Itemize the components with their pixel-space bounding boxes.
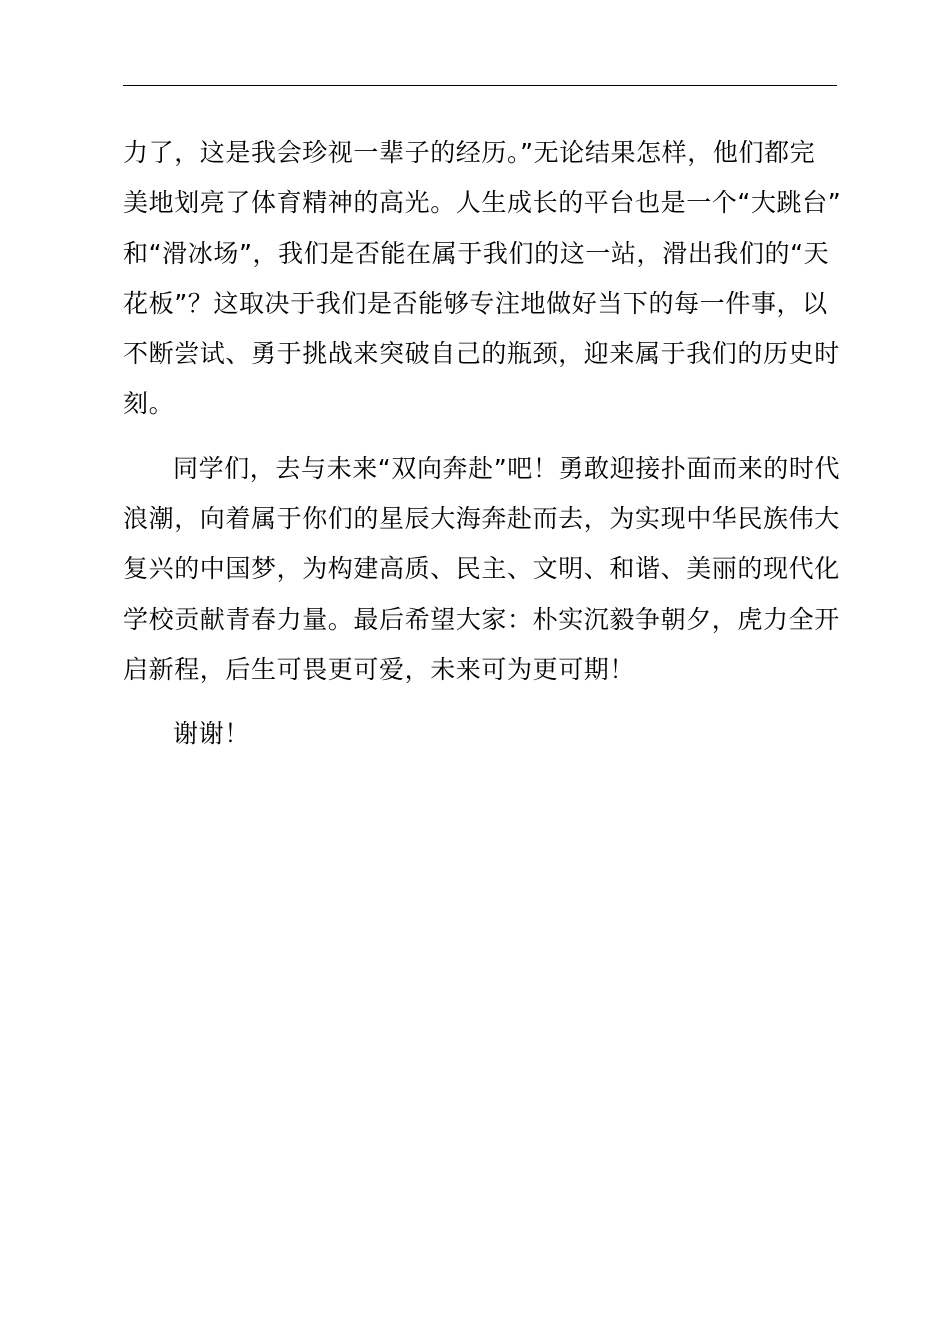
text-line: 复兴的中国梦，为构建高质、民主、文明、和谐、美丽的现代化 (123, 554, 840, 584)
text-line: 花板”？这取决于我们是否能够专注地做好当下的每一件事，以 (123, 288, 828, 318)
paragraph-spacer (123, 430, 839, 444)
text-line: 美地划亮了体育精神的高光。人生成长的平台也是一个“大跳台” (123, 188, 842, 218)
paragraph-2 (123, 444, 839, 695)
text-line: 谢谢！ (173, 719, 250, 749)
text-line: 不断尝试、勇于挑战来突破自己的瓶颈，迎来属于我们的历史时 (123, 339, 840, 369)
paragraph-1 (123, 128, 842, 430)
text-line: 刻。 (123, 389, 175, 419)
text-line: 力了，这是我会珍视一辈子的经历。”无论结果怎样，他们都完 (123, 138, 816, 167)
text-line: 启新程，后生可畏更可爱，未来可为更可期！ (123, 654, 636, 684)
text-line: 和“滑冰场”，我们是否能在属于我们的这一站，滑出我们的“天 (123, 238, 830, 268)
text-line: 浪潮，向着属于你们的星辰大海奔赴而去，为实现中华民族伟大 (123, 504, 840, 534)
text-line: 同学们，去与未来“双向奔赴”吧！勇敢迎接扑面而来的时代 (173, 453, 841, 483)
paragraph-3 (123, 709, 839, 759)
paragraph-spacer (123, 695, 839, 709)
document-body (123, 128, 842, 760)
header-rule (123, 85, 837, 86)
text-line: 学校贡献青春力量。最后希望大家：朴实沉毅争朝夕，虎力全开 (123, 604, 840, 634)
